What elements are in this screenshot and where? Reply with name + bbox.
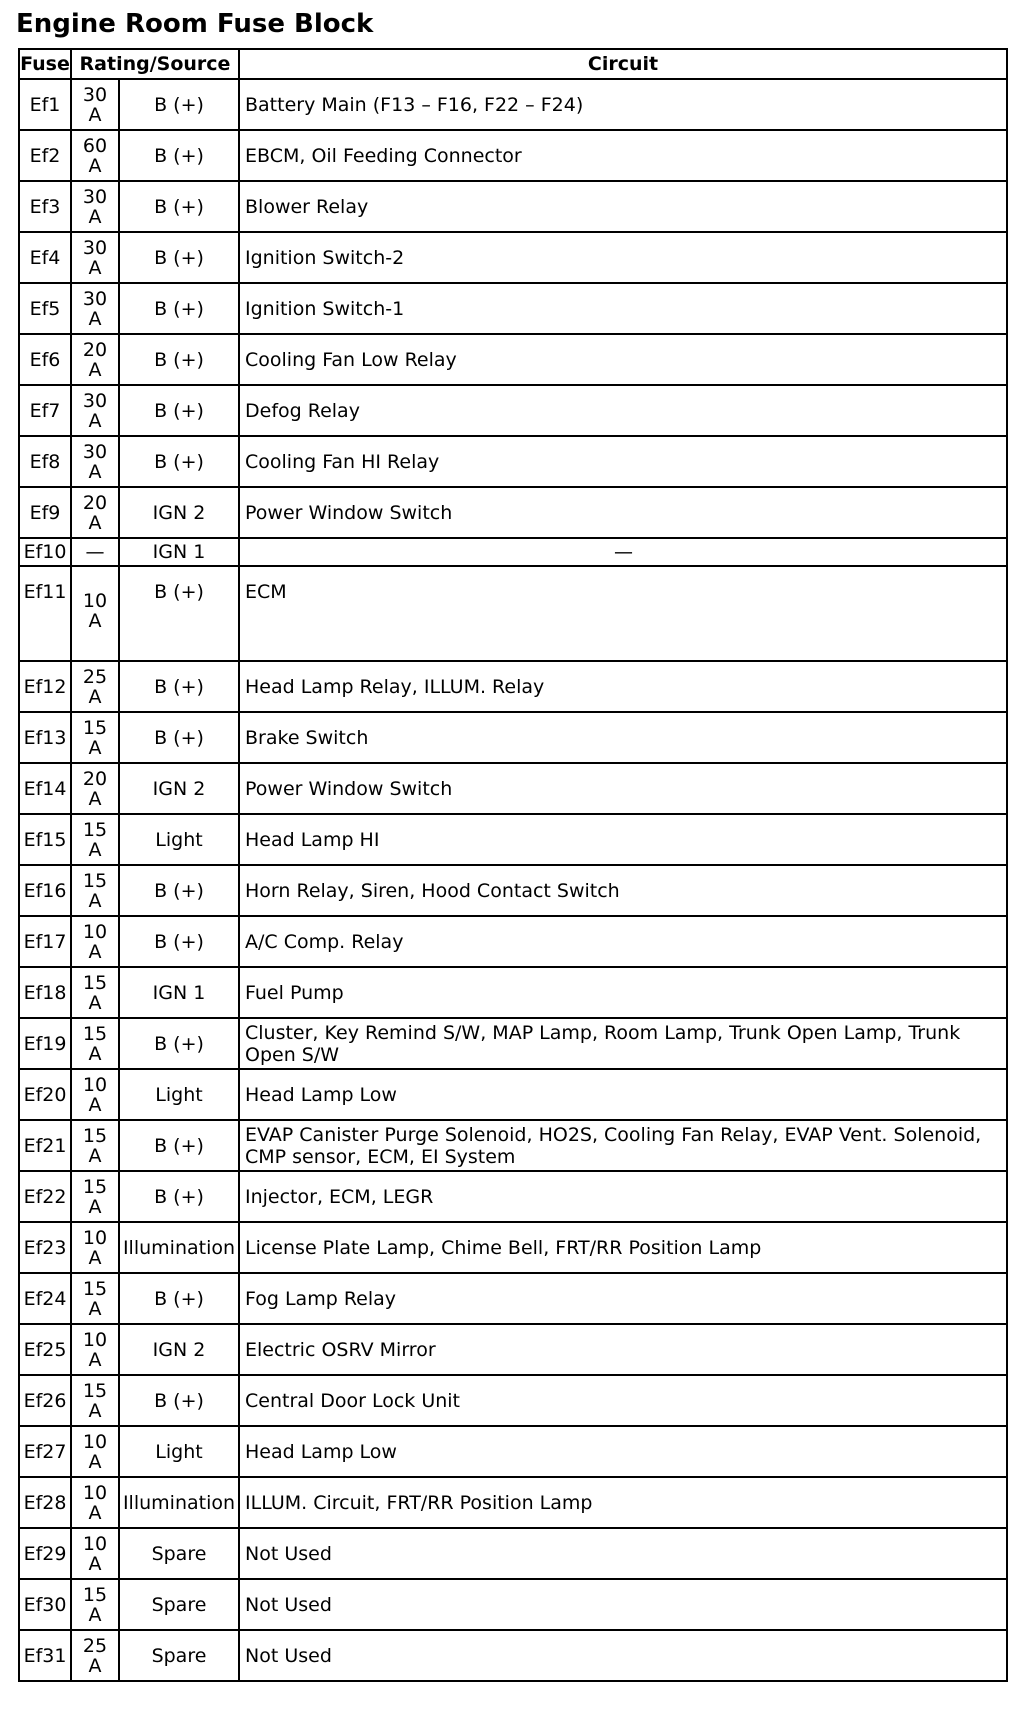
header-circuit: Circuit bbox=[239, 49, 1007, 79]
rating-amps: 20 bbox=[82, 767, 108, 790]
header-fuse: Fuse bbox=[19, 49, 71, 79]
source-cell: IGN 2 bbox=[119, 487, 239, 538]
rating-amps: 10 bbox=[82, 920, 108, 943]
rating-unit: A bbox=[88, 1501, 102, 1524]
rating-unit: A bbox=[88, 1552, 102, 1575]
table-row bbox=[19, 1273, 1007, 1324]
table-row bbox=[19, 1630, 1007, 1681]
circuit-cell: Brake Switch bbox=[239, 712, 1007, 763]
rating-unit: A bbox=[88, 991, 102, 1014]
rating-amps: 30 bbox=[82, 389, 108, 412]
fuse-cell: Ef20 bbox=[19, 1069, 71, 1120]
source-cell: B (+) bbox=[119, 283, 239, 334]
rating-amps: — bbox=[85, 541, 105, 563]
rating-amps: 15 bbox=[82, 1124, 108, 1147]
fuse-cell: Ef10 bbox=[19, 538, 71, 566]
rating-cell bbox=[71, 538, 119, 566]
fuse-cell: Ef1 bbox=[19, 79, 71, 130]
fuse-cell: Ef11 bbox=[19, 566, 71, 661]
rating-unit: A bbox=[88, 1144, 102, 1167]
rating-amps: 30 bbox=[82, 83, 108, 106]
circuit-cell: Battery Main (F13 – F16, F22 – F24) bbox=[239, 79, 1007, 130]
fuse-cell: Ef26 bbox=[19, 1375, 71, 1426]
circuit-cell: Injector, ECM, LEGR bbox=[239, 1171, 1007, 1222]
header-row bbox=[19, 49, 1007, 79]
circuit-cell: Central Door Lock Unit bbox=[239, 1375, 1007, 1426]
source-cell: B (+) bbox=[119, 661, 239, 712]
rating-unit: A bbox=[88, 460, 102, 483]
table-row bbox=[19, 79, 1007, 130]
rating-amps: 10 bbox=[82, 1430, 108, 1453]
source-cell: B (+) bbox=[119, 1375, 239, 1426]
table-row bbox=[19, 1579, 1007, 1630]
table-row bbox=[19, 712, 1007, 763]
circuit-cell: Head Lamp HI bbox=[239, 814, 1007, 865]
rating-cell bbox=[71, 232, 119, 283]
rating-cell bbox=[71, 181, 119, 232]
source-cell: B (+) bbox=[119, 334, 239, 385]
rating-amps: 10 bbox=[82, 1481, 108, 1504]
fuse-cell: Ef21 bbox=[19, 1120, 71, 1171]
source-cell: Illumination bbox=[119, 1222, 239, 1273]
fuse-cell: Ef28 bbox=[19, 1477, 71, 1528]
circuit-cell: Cooling Fan Low Relay bbox=[239, 334, 1007, 385]
circuit-cell: Not Used bbox=[239, 1579, 1007, 1630]
table-row bbox=[19, 1426, 1007, 1477]
table-row bbox=[19, 1324, 1007, 1375]
fuse-cell: Ef29 bbox=[19, 1528, 71, 1579]
rating-amps: 10 bbox=[82, 590, 108, 612]
rating-amps: 15 bbox=[82, 818, 108, 841]
source-cell: B (+) bbox=[119, 566, 239, 661]
rating-unit: A bbox=[88, 1297, 102, 1320]
rating-unit: A bbox=[88, 787, 102, 810]
rating-amps: 25 bbox=[82, 665, 108, 688]
rating-cell bbox=[71, 385, 119, 436]
table-row bbox=[19, 436, 1007, 487]
table-row bbox=[19, 334, 1007, 385]
rating-cell bbox=[71, 1069, 119, 1120]
rating-cell bbox=[71, 1426, 119, 1477]
fuse-cell: Ef22 bbox=[19, 1171, 71, 1222]
rating-amps: 15 bbox=[82, 1583, 108, 1606]
rating-cell bbox=[71, 865, 119, 916]
fuse-cell: Ef4 bbox=[19, 232, 71, 283]
table-row bbox=[19, 763, 1007, 814]
fuse-cell: Ef2 bbox=[19, 130, 71, 181]
fuse-cell: Ef24 bbox=[19, 1273, 71, 1324]
rating-unit: A bbox=[88, 610, 102, 632]
source-cell: B (+) bbox=[119, 181, 239, 232]
rating-unit: A bbox=[88, 256, 102, 279]
circuit-cell: License Plate Lamp, Chime Bell, FRT/RR Position Lamp bbox=[239, 1222, 1007, 1273]
rating-cell bbox=[71, 130, 119, 181]
rating-amps: 15 bbox=[82, 1175, 108, 1198]
rating-cell bbox=[71, 1630, 119, 1681]
rating-cell bbox=[71, 1528, 119, 1579]
rating-unit: A bbox=[88, 1093, 102, 1116]
rating-unit: A bbox=[88, 1603, 102, 1626]
circuit-cell: Head Lamp Low bbox=[239, 1426, 1007, 1477]
circuit-cell: Fuel Pump bbox=[239, 967, 1007, 1018]
table-row bbox=[19, 538, 1007, 566]
rating-unit: A bbox=[88, 736, 102, 759]
source-cell: Light bbox=[119, 814, 239, 865]
rating-amps: 30 bbox=[82, 287, 108, 310]
source-cell: Light bbox=[119, 1426, 239, 1477]
source-cell: B (+) bbox=[119, 916, 239, 967]
source-cell: Spare bbox=[119, 1630, 239, 1681]
rating-unit: A bbox=[88, 685, 102, 708]
rating-cell bbox=[71, 916, 119, 967]
source-cell: B (+) bbox=[119, 1171, 239, 1222]
fuse-cell: Ef13 bbox=[19, 712, 71, 763]
circuit-cell: Power Window Switch bbox=[239, 487, 1007, 538]
source-cell: IGN 2 bbox=[119, 763, 239, 814]
fuse-cell: Ef27 bbox=[19, 1426, 71, 1477]
circuit-cell: Power Window Switch bbox=[239, 763, 1007, 814]
circuit-cell: Not Used bbox=[239, 1630, 1007, 1681]
rating-cell bbox=[71, 566, 119, 661]
rating-amps: 20 bbox=[82, 491, 108, 514]
table-row bbox=[19, 1375, 1007, 1426]
fuse-cell: Ef3 bbox=[19, 181, 71, 232]
rating-unit: A bbox=[88, 940, 102, 963]
source-cell: B (+) bbox=[119, 865, 239, 916]
rating-cell bbox=[71, 1273, 119, 1324]
rating-cell bbox=[71, 334, 119, 385]
rating-unit: A bbox=[88, 205, 102, 228]
source-cell: B (+) bbox=[119, 79, 239, 130]
rating-amps: 60 bbox=[82, 134, 108, 157]
rating-amps: 30 bbox=[82, 236, 108, 259]
rating-amps: 15 bbox=[82, 1379, 108, 1402]
rating-cell bbox=[71, 1222, 119, 1273]
table-row bbox=[19, 385, 1007, 436]
rating-amps: 10 bbox=[82, 1073, 108, 1096]
fuse-cell: Ef17 bbox=[19, 916, 71, 967]
rating-amps: 15 bbox=[82, 1022, 108, 1045]
rating-cell bbox=[71, 487, 119, 538]
rating-amps: 15 bbox=[82, 971, 108, 994]
rating-cell bbox=[71, 1018, 119, 1069]
table-row bbox=[19, 232, 1007, 283]
fuse-cell: Ef9 bbox=[19, 487, 71, 538]
rating-amps: 10 bbox=[82, 1328, 108, 1351]
fuse-cell: Ef8 bbox=[19, 436, 71, 487]
source-cell: IGN 1 bbox=[119, 967, 239, 1018]
circuit-cell: Cooling Fan HI Relay bbox=[239, 436, 1007, 487]
source-cell: B (+) bbox=[119, 130, 239, 181]
rating-cell bbox=[71, 1120, 119, 1171]
table-row bbox=[19, 865, 1007, 916]
source-cell: B (+) bbox=[119, 385, 239, 436]
rating-amps: 30 bbox=[82, 185, 108, 208]
rating-amps: 15 bbox=[82, 1277, 108, 1300]
header-rating-source: Rating/Source bbox=[71, 49, 239, 79]
fuse-cell: Ef15 bbox=[19, 814, 71, 865]
circuit-cell: ECM bbox=[239, 566, 1007, 661]
table-row bbox=[19, 916, 1007, 967]
rating-unit: A bbox=[88, 1348, 102, 1371]
table-row bbox=[19, 1018, 1007, 1069]
circuit-cell: Blower Relay bbox=[239, 181, 1007, 232]
source-cell: B (+) bbox=[119, 712, 239, 763]
fuse-cell: Ef7 bbox=[19, 385, 71, 436]
fuse-cell: Ef30 bbox=[19, 1579, 71, 1630]
circuit-cell: Head Lamp Relay, ILLUM. Relay bbox=[239, 661, 1007, 712]
rating-cell bbox=[71, 1375, 119, 1426]
rating-amps: 15 bbox=[82, 716, 108, 739]
source-cell: B (+) bbox=[119, 1120, 239, 1171]
fuse-cell: Ef19 bbox=[19, 1018, 71, 1069]
circuit-cell: Defog Relay bbox=[239, 385, 1007, 436]
rating-cell bbox=[71, 79, 119, 130]
rating-unit: A bbox=[88, 1195, 102, 1218]
source-cell: IGN 2 bbox=[119, 1324, 239, 1375]
circuit-cell: Horn Relay, Siren, Hood Contact Switch bbox=[239, 865, 1007, 916]
rating-cell bbox=[71, 283, 119, 334]
circuit-cell: Fog Lamp Relay bbox=[239, 1273, 1007, 1324]
table-row bbox=[19, 130, 1007, 181]
table-row bbox=[19, 1120, 1007, 1171]
fuse-cell: Ef25 bbox=[19, 1324, 71, 1375]
source-cell: B (+) bbox=[119, 232, 239, 283]
circuit-cell: Not Used bbox=[239, 1528, 1007, 1579]
fuse-cell: Ef12 bbox=[19, 661, 71, 712]
table-row bbox=[19, 1222, 1007, 1273]
fuse-cell: Ef16 bbox=[19, 865, 71, 916]
source-cell: IGN 1 bbox=[119, 538, 239, 566]
source-cell: B (+) bbox=[119, 1273, 239, 1324]
rating-cell bbox=[71, 1477, 119, 1528]
fuse-cell: Ef6 bbox=[19, 334, 71, 385]
rating-cell bbox=[71, 1579, 119, 1630]
page-title: Engine Room Fuse Block bbox=[16, 9, 374, 39]
source-cell: Light bbox=[119, 1069, 239, 1120]
rating-cell bbox=[71, 661, 119, 712]
fuse-table-body bbox=[19, 79, 1007, 1681]
rating-amps: 10 bbox=[82, 1226, 108, 1249]
circuit-cell: Ignition Switch-1 bbox=[239, 283, 1007, 334]
circuit-cell: Electric OSRV Mirror bbox=[239, 1324, 1007, 1375]
circuit-cell: Head Lamp Low bbox=[239, 1069, 1007, 1120]
rating-unit: A bbox=[88, 1450, 102, 1473]
rating-amps: 25 bbox=[82, 1634, 108, 1657]
table-row bbox=[19, 181, 1007, 232]
rating-amps: 10 bbox=[82, 1532, 108, 1555]
rating-unit: A bbox=[88, 1246, 102, 1269]
circuit-cell: Ignition Switch-2 bbox=[239, 232, 1007, 283]
rating-unit: A bbox=[88, 1042, 102, 1065]
source-cell: B (+) bbox=[119, 1018, 239, 1069]
rating-cell bbox=[71, 1324, 119, 1375]
table-row bbox=[19, 1528, 1007, 1579]
table-row bbox=[19, 566, 1007, 661]
circuit-cell: A/C Comp. Relay bbox=[239, 916, 1007, 967]
table-row bbox=[19, 1069, 1007, 1120]
rating-unit: A bbox=[88, 103, 102, 126]
rating-cell bbox=[71, 1171, 119, 1222]
rating-unit: A bbox=[88, 307, 102, 330]
fuse-cell: Ef5 bbox=[19, 283, 71, 334]
source-cell: Illumination bbox=[119, 1477, 239, 1528]
fuse-cell: Ef31 bbox=[19, 1630, 71, 1681]
table-row bbox=[19, 967, 1007, 1018]
rating-unit: A bbox=[88, 1654, 102, 1677]
rating-amps: 30 bbox=[82, 440, 108, 463]
rating-amps: 15 bbox=[82, 869, 108, 892]
circuit-cell: — bbox=[239, 538, 1007, 566]
rating-unit: A bbox=[88, 838, 102, 861]
circuit-cell: ILLUM. Circuit, FRT/RR Position Lamp bbox=[239, 1477, 1007, 1528]
rating-amps: 20 bbox=[82, 338, 108, 361]
table-row bbox=[19, 1171, 1007, 1222]
table-row bbox=[19, 487, 1007, 538]
table-row bbox=[19, 283, 1007, 334]
rating-unit: A bbox=[88, 154, 102, 177]
fuse-cell: Ef14 bbox=[19, 763, 71, 814]
source-cell: Spare bbox=[119, 1579, 239, 1630]
table-row bbox=[19, 661, 1007, 712]
table-row bbox=[19, 1477, 1007, 1528]
rating-cell bbox=[71, 436, 119, 487]
circuit-cell: EBCM, Oil Feeding Connector bbox=[239, 130, 1007, 181]
rating-cell bbox=[71, 763, 119, 814]
rating-unit: A bbox=[88, 511, 102, 534]
fuse-cell: Ef18 bbox=[19, 967, 71, 1018]
rating-unit: A bbox=[88, 889, 102, 912]
rating-unit: A bbox=[88, 1399, 102, 1422]
fuse-cell: Ef23 bbox=[19, 1222, 71, 1273]
fuse-table bbox=[18, 48, 1008, 1682]
source-cell: Spare bbox=[119, 1528, 239, 1579]
rating-unit: A bbox=[88, 409, 102, 432]
rating-cell bbox=[71, 712, 119, 763]
table-row bbox=[19, 814, 1007, 865]
source-cell: B (+) bbox=[119, 436, 239, 487]
rating-cell bbox=[71, 967, 119, 1018]
rating-cell bbox=[71, 814, 119, 865]
rating-unit: A bbox=[88, 358, 102, 381]
circuit-cell: EVAP Canister Purge Solenoid, HO2S, Cooling Fan Relay, EVAP Vent. Solenoid, CMP sensor, ECM, EI System bbox=[239, 1120, 1007, 1171]
circuit-cell: Cluster, Key Remind S/W, MAP Lamp, Room Lamp, Trunk Open Lamp, Trunk Open S/W bbox=[239, 1018, 1007, 1069]
